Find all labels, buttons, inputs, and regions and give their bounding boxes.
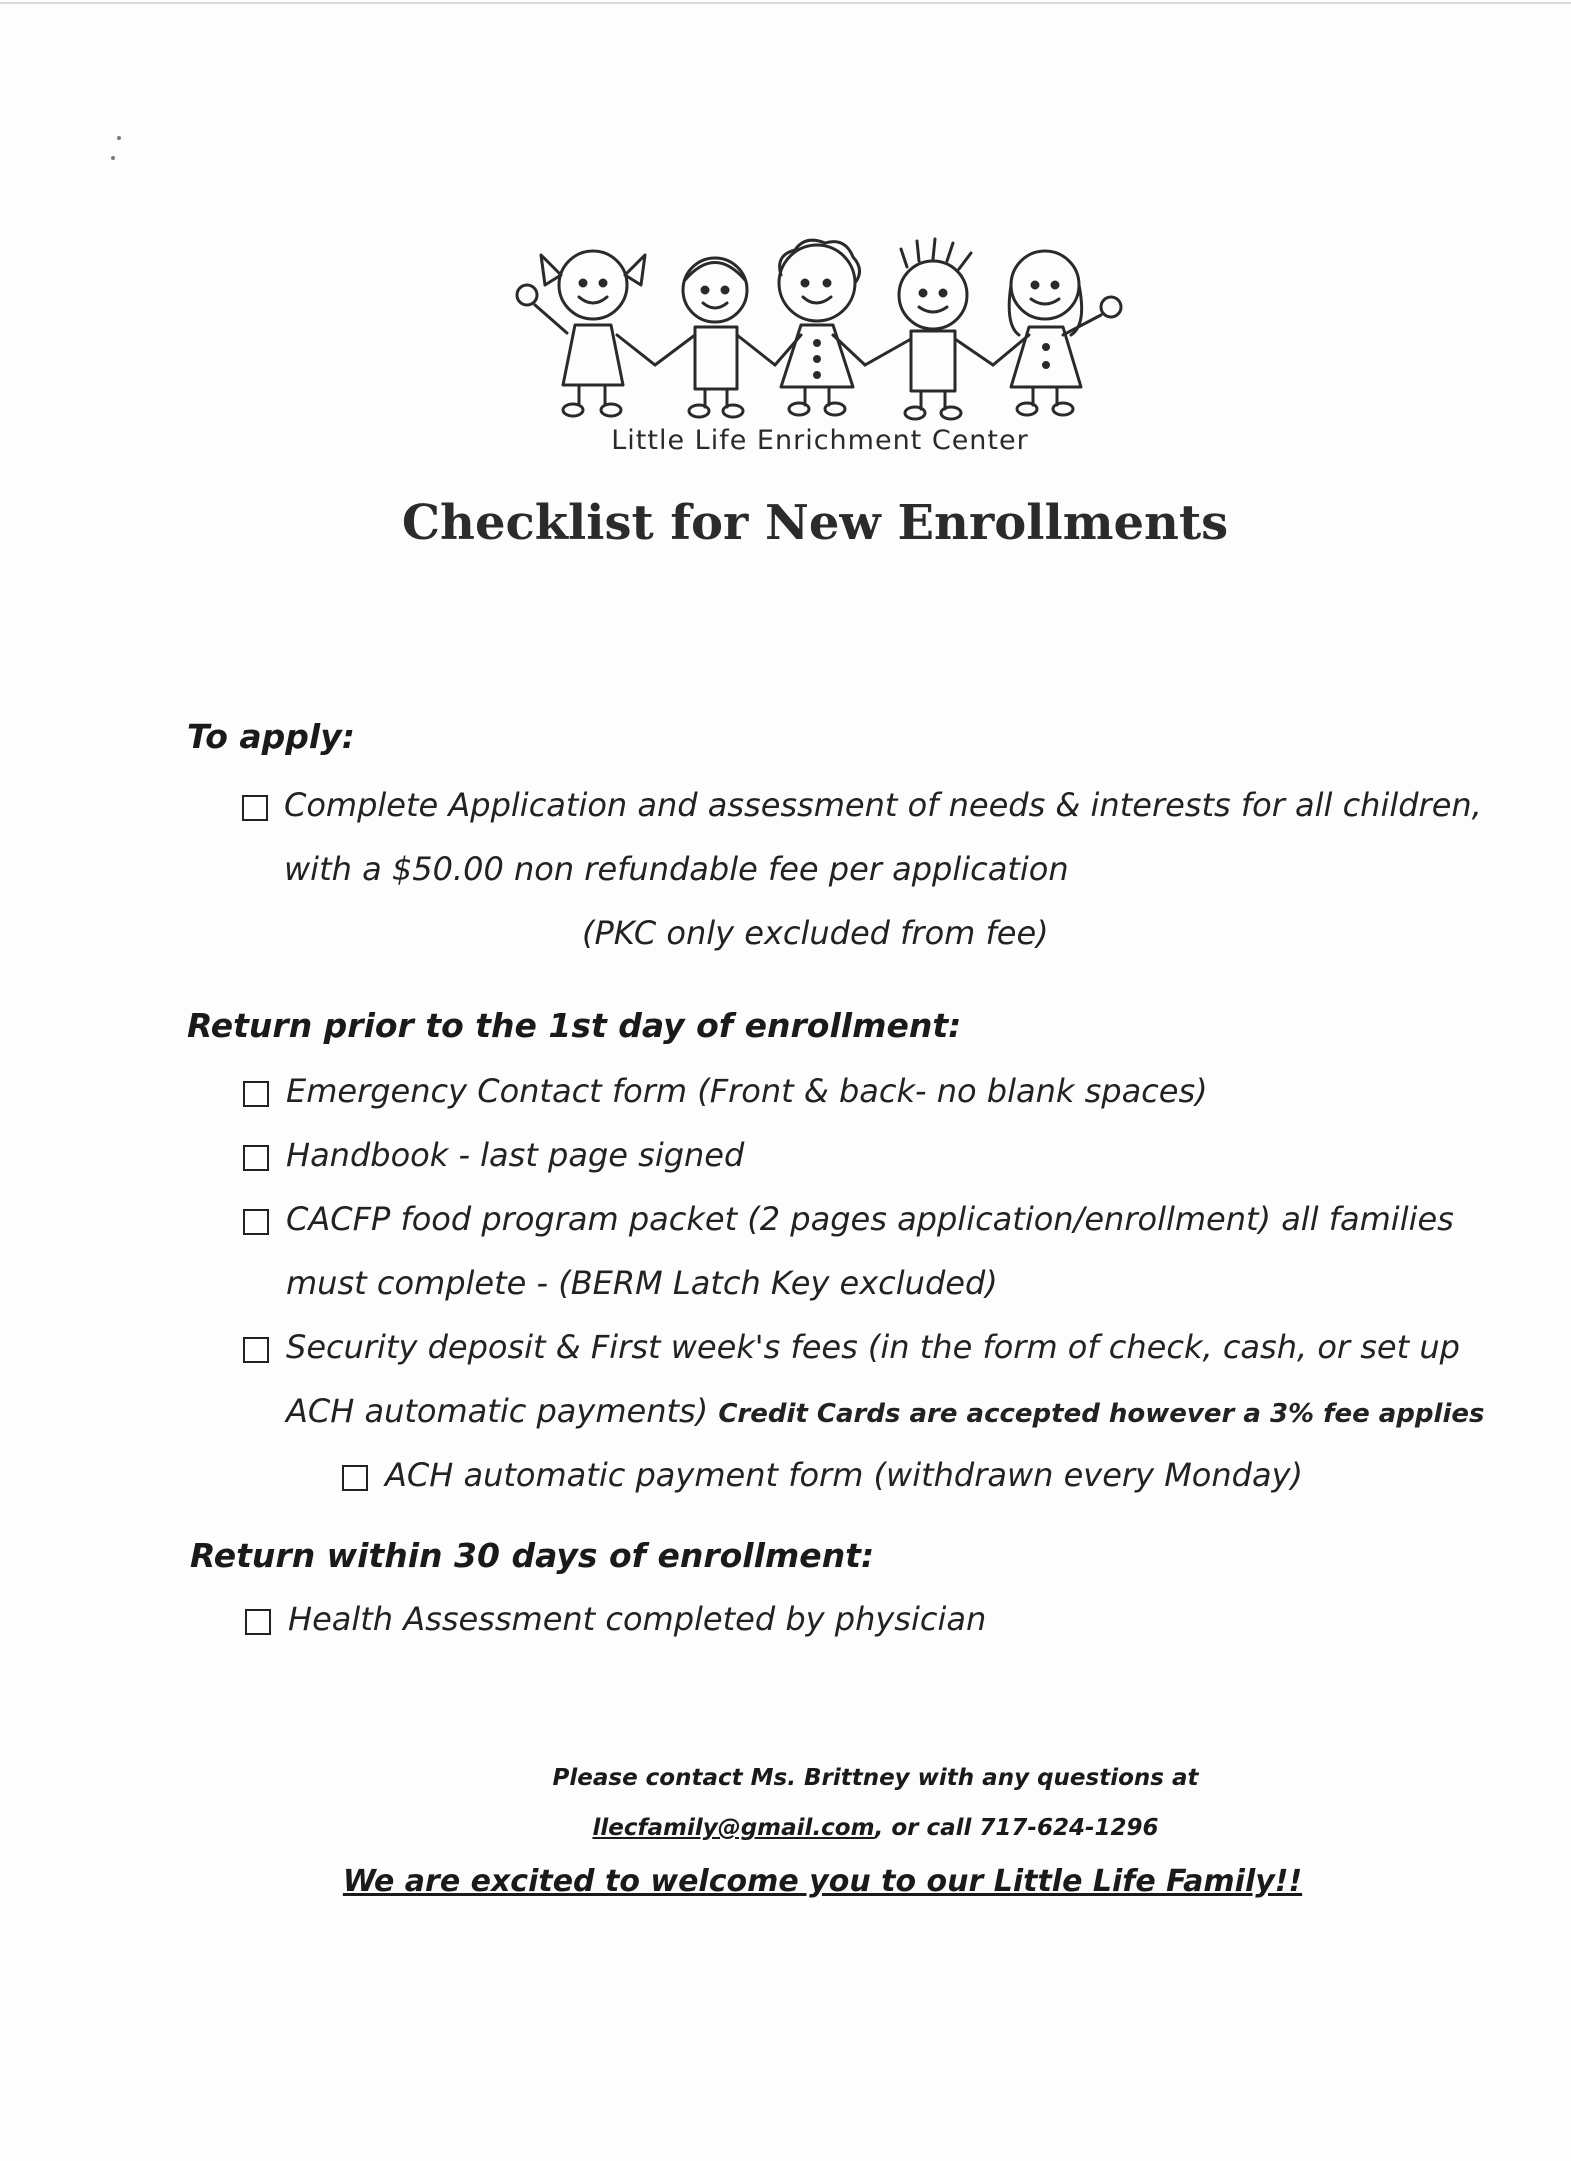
section-heading-prior: Return prior to the 1st day of enrollment: [187, 1006, 962, 1045]
checkbox-application[interactable] [242, 795, 268, 821]
contact-line: Please contact Ms. Brittney with any questions at [552, 1765, 1199, 1791]
checkbox-cacfp[interactable] [243, 1209, 269, 1235]
item-application-line2: with a $50.00 non refundable fee per application [284, 850, 1069, 888]
scan-edge-line [0, 2, 1571, 4]
item-emergency-contact: Emergency Contact form (Front & back- no blank spaces) [286, 1072, 1208, 1110]
item-application-line3: (PKC only excluded from fee) [582, 914, 1049, 952]
section-heading-apply: To apply: [187, 717, 355, 756]
section-heading-within-30-days: Return within 30 days of enrollment: [190, 1536, 875, 1575]
scan-speck [111, 156, 115, 160]
item-security-deposit-line1: Security deposit & First week's fees (in the form of check, cash, or set up [286, 1328, 1460, 1366]
item-cacfp-line2: must complete - (BERM Latch Key excluded) [286, 1264, 998, 1302]
credit-card-fee-note: Credit Cards are accepted however a 3% fee applies [718, 1399, 1485, 1429]
children-holding-hands-drawing-icon [505, 235, 1135, 425]
logo-center-name: Little Life Enrichment Center [611, 425, 1029, 456]
contact-email-link[interactable]: llecfamily@gmail.com [592, 1815, 875, 1841]
item-ach-form: ACH automatic payment form (withdrawn every Monday) [385, 1456, 1303, 1494]
contact-email-phone-line [90, 1815, 1571, 1841]
scan-speck [117, 136, 121, 140]
checkbox-health-assessment[interactable] [245, 1609, 271, 1635]
checkbox-ach-form[interactable] [342, 1465, 368, 1491]
center-logo [505, 235, 1135, 465]
item-security-deposit-line2 [286, 1392, 1484, 1430]
checkbox-handbook[interactable] [243, 1145, 269, 1171]
welcome-message: We are excited to welcome you to our Little Life Family!! [342, 1864, 1303, 1899]
item-handbook: Handbook - last page signed [286, 1136, 745, 1174]
page-title: Checklist for New Enrollments [401, 495, 1229, 551]
checkbox-security-deposit[interactable] [243, 1337, 269, 1363]
item-cacfp-line1: CACFP food program packet (2 pages application/enrollment) all families [286, 1200, 1454, 1238]
checkbox-emergency-contact[interactable] [243, 1081, 269, 1107]
item-health-assessment: Health Assessment completed by physician [288, 1600, 987, 1638]
item-application-line1: Complete Application and assessment of needs & interests for all children, [284, 786, 1482, 824]
contact-phone-text: , or call 717-624-1296 [874, 1815, 1159, 1841]
item-ach-payments-text: ACH automatic payments) [286, 1392, 709, 1430]
